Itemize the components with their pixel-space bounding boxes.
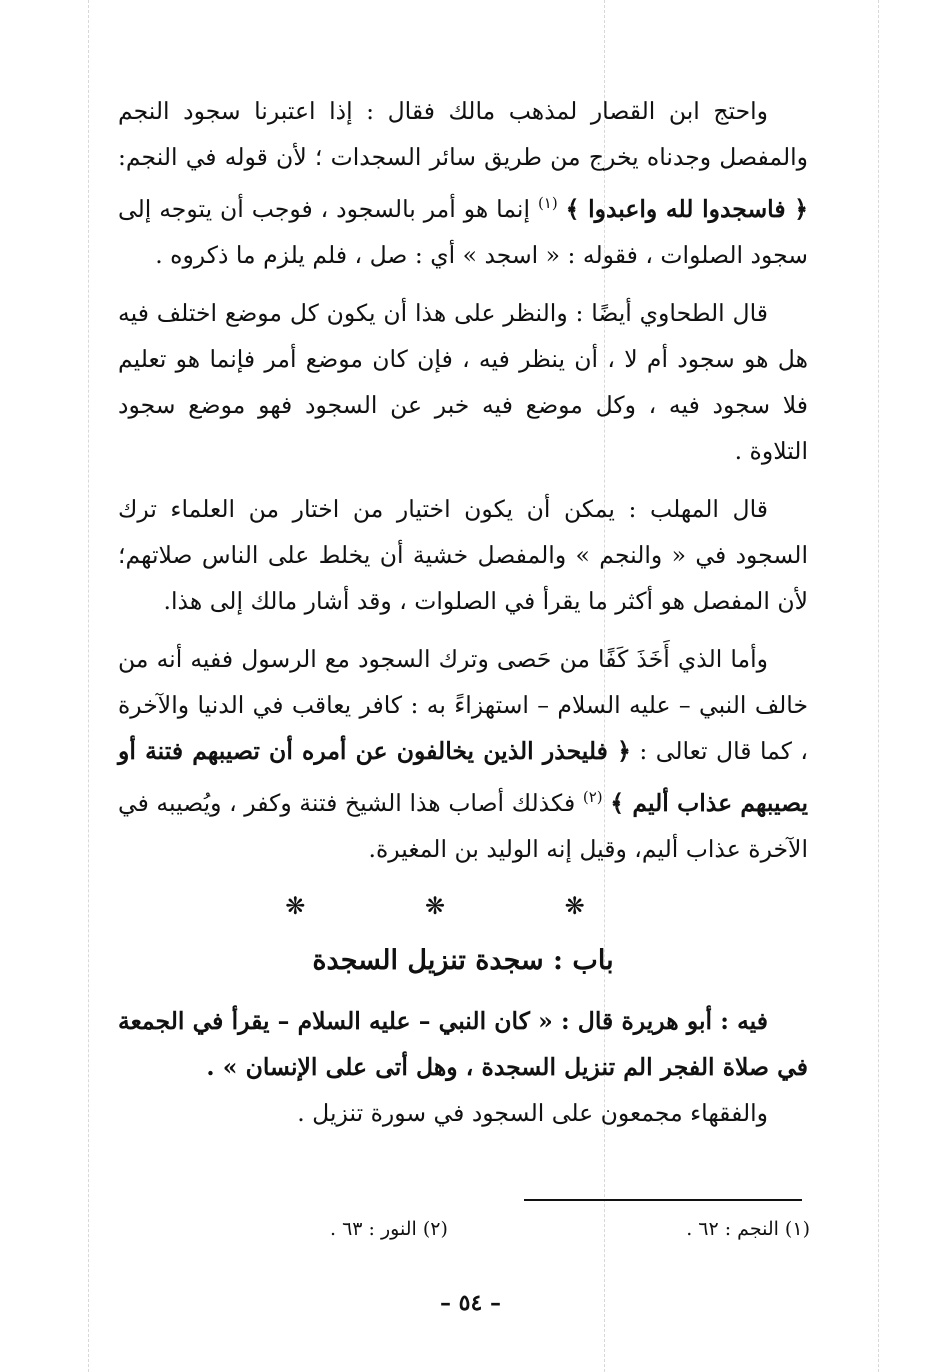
page-number: – ٥٤ –	[440, 1290, 501, 1316]
hadith-paragraph: فيه : أبو هريرة قال : « كان النبي – عليه السلام – يقرأ في الجمعة في صلاة الفجر الم تنزيل السجدة ، وهل أتى على الإنسان » .	[118, 1006, 808, 1081]
margin-guide	[878, 0, 879, 1372]
paragraph-1-rest: إنما هو أمر بالسجود ، فوجب أن يتوجه إلى سجود الصلوات ، فقوله : « اسجد » أي : صل ، فلم يلزم ما ذكروه .	[118, 194, 808, 269]
paragraph-1-text: واحتج ابن القصار لمذهب مالك فقال : إذا اعتبرنا سجود النجم والمفصل وجدناه يخرج من طريق سائر السجدات ؛ لأن قوله في النجم:	[118, 97, 808, 171]
quran-quote-1: ﴿ فاسجدوا لله واعبدوا ﴾	[565, 194, 808, 223]
paragraph-4-text: وأما الذي أَخَذَ كَفًا من حَصى وترك السجود مع الرسول ففيه أنه من خالف النبي – عليه السلام – استهزاءً به : كافر يعاقب في الدنيا والآخرة ، كما قال تعالى :	[118, 644, 808, 765]
paragraph-4-rest: فكذلك أصاب هذا الشيخ فتنة وكفر ، ويُصيبه في الآخرة عذاب أليم، وقيل إنه الوليد بن المغيرة.	[118, 788, 808, 863]
paragraph-4	[118, 636, 808, 872]
paragraph-2: قال الطحاوي أيضًا : والنظر على هذا أن يكون كل موضع اختلف فيه هل هو سجود أم لا ، أن ينظر فيه ، فإن كان موضع أمر فإنما هو تعليم فلا سجود فيه ، وكل موضع فيه خبر عن السجود فهو موضع سجود التلاوة .	[118, 298, 808, 465]
footnote-rule	[524, 1199, 802, 1201]
footnote-ref-1[interactable]: (١)	[537, 194, 558, 212]
margin-guide	[88, 0, 89, 1372]
closing-paragraph: والفقهاء مجمعون على السجود في سورة تنزيل .	[297, 1098, 768, 1127]
paragraph-1	[118, 88, 808, 278]
footnote-1: (١) النجم : ٦٢ .	[686, 1218, 810, 1240]
quran-quote-2: ﴿ فليحذر الذين يخالفون عن أمره أن تصيبهم فتنة أو يصيبهم عذاب أليم ﴾	[118, 736, 808, 817]
footnotes	[330, 1218, 810, 1240]
section-divider: ❋ ❋ ❋	[285, 891, 641, 920]
page-body	[118, 88, 808, 1136]
footnote-2: (٢) النور : ٦٣ .	[330, 1218, 448, 1240]
paragraph-3: قال المهلب : يمكن أن يكون اختيار من اختار من العلماء ترك السجود في « والنجم » والمفصل خشية أن يخلط على الناس صلاتهم؛ لأن المفصل هو أكثر ما يقرأ في الصلوات ، وقد أشار مالك إلى هذا.	[118, 494, 808, 615]
chapter-heading: باب : سجدة تنزيل السجدة	[312, 944, 614, 976]
footnote-ref-2[interactable]: (٢)	[582, 787, 603, 806]
